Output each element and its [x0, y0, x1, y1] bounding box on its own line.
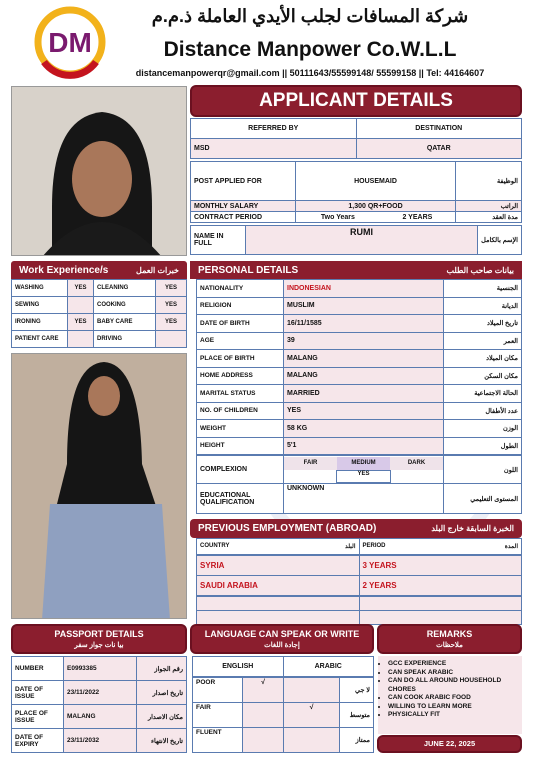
- language-row: [193, 678, 374, 703]
- personal-field-label: DATE OF BIRTH: [197, 315, 284, 333]
- previous-period: 2 YEARS: [359, 576, 522, 596]
- personal-row: [197, 332, 522, 350]
- personal-field-label: MARITAL STATUS: [197, 385, 284, 403]
- personal-row: [197, 297, 522, 315]
- language-title: LANGUAGE CAN SPEAK OR WRITE: [204, 629, 360, 639]
- complexion-fair: FAIR: [284, 457, 337, 470]
- personal-details-title: PERSONAL DETAILS: [198, 264, 299, 276]
- language-english-mark: [243, 703, 284, 728]
- work-skill-value: YES: [156, 297, 187, 314]
- passport-field-label-ar: تاريخ الانتهاء: [137, 729, 187, 753]
- referred-by-label: REFERRED BY: [191, 119, 357, 139]
- personal-field-value: INDONESIAN: [284, 280, 444, 298]
- period-label: PERIOD: [362, 543, 386, 549]
- language-row: [193, 703, 374, 728]
- complexion-medium: MEDIUM: [337, 457, 390, 470]
- contract-value-years: 2 YEARS: [380, 212, 456, 223]
- personal-field-label: NO. OF CHILDREN: [197, 402, 284, 420]
- education-label: EDUCATIONAL QUALIFICATION: [197, 484, 284, 514]
- personal-field-value: 16/11/1585: [284, 315, 444, 333]
- personal-details-title-ar: بيانات صاحب الطلب: [446, 265, 514, 275]
- company-name-arabic: شركة المسافات لجلب الأيدي العاملة ذ.م.م: [151, 6, 469, 26]
- work-experience-table: [11, 279, 187, 348]
- company-contact: distancemanpowerqr@gmail.com || 50111643/55599148/ 55599158 || Tel: 44164607: [135, 68, 485, 78]
- personal-row: [197, 420, 522, 438]
- complexion-label-ar: اللون: [444, 456, 522, 484]
- passport-title: PASSPORT DETAILS: [54, 629, 144, 639]
- remarks-item: • WILLING TO LEARN MORE: [388, 703, 522, 712]
- language-level-label: POOR: [193, 678, 243, 703]
- language-header: [190, 624, 374, 654]
- previous-employment-table: [196, 538, 522, 625]
- personal-row: [197, 350, 522, 368]
- work-skill-label: IRONING: [12, 314, 68, 331]
- svg-text:DM: DM: [48, 27, 92, 58]
- language-level-label: FAIR: [193, 703, 243, 728]
- passport-title-ar: بيا نات جواز سفر: [74, 642, 124, 649]
- salary-value: 1,300 QR+FOOD: [296, 201, 456, 212]
- company-name: Distance Manpower Co.W.L.L: [163, 38, 457, 61]
- name-value: RUMI: [246, 226, 478, 255]
- previous-employment-row: [197, 556, 522, 576]
- post-label: POST APPLIED FOR: [191, 162, 296, 201]
- personal-field-value: MALANG: [284, 367, 444, 385]
- language-arabic-mark: [284, 728, 340, 753]
- education-label-ar: المستوى التعليمي: [444, 484, 522, 514]
- work-skill-value: YES: [68, 280, 94, 297]
- company-logo: [30, 4, 110, 82]
- personal-field-value: 58 KG: [284, 420, 444, 438]
- education-value: UNKNOWN: [284, 484, 444, 514]
- referred-by-value: MSD: [191, 139, 357, 159]
- contract-label-ar: مدة العقد: [456, 212, 522, 223]
- personal-field-label: HOME ADDRESS: [197, 367, 284, 385]
- personal-row: [197, 280, 522, 298]
- language-english-mark: [243, 728, 284, 753]
- passport-field-label: NUMBER: [12, 657, 64, 681]
- previous-period: 3 YEARS: [359, 556, 522, 576]
- passport-field-label-ar: رقم الجواز: [137, 657, 187, 681]
- complexion-selected: YES: [336, 470, 390, 483]
- remarks-item: • CAN SPEAK ARABIC: [388, 669, 522, 678]
- language-level-label-ar: ممتاز: [340, 728, 374, 753]
- country-label: COUNTRY: [200, 543, 230, 549]
- remarks-date: JUNE 22, 2025: [377, 735, 522, 753]
- personal-field-label-ar: العمر: [444, 332, 522, 350]
- passport-field-label: DATE OF EXPIRY: [12, 729, 64, 753]
- work-skill-value: [68, 331, 94, 348]
- personal-field-value: 39: [284, 332, 444, 350]
- previous-employment-row: [197, 576, 522, 596]
- language-title-ar: إجادة اللغات: [264, 642, 300, 649]
- personal-field-value: 5'1: [284, 437, 444, 455]
- passport-field-value: 23/11/2022: [64, 681, 137, 705]
- language-row: [193, 728, 374, 753]
- work-skill-value: [68, 297, 94, 314]
- contract-label: CONTRACT PERIOD: [191, 212, 296, 223]
- work-skill-label: CLEANING: [94, 280, 156, 297]
- personal-row: [197, 315, 522, 333]
- work-skill-label: COOKING: [94, 297, 156, 314]
- passport-row: [12, 681, 187, 705]
- work-skill-label: BABY CARE: [94, 314, 156, 331]
- personal-field-value: MUSLIM: [284, 297, 444, 315]
- personal-field-label: PLACE OF BIRTH: [197, 350, 284, 368]
- personal-field-label: AGE: [197, 332, 284, 350]
- language-level-label-ar: متوسط: [340, 703, 374, 728]
- language-level-label-ar: لا جي: [340, 678, 374, 703]
- post-label-ar: الوظيفة: [456, 162, 522, 201]
- passport-table: [11, 656, 187, 753]
- personal-details-table: [196, 279, 522, 514]
- page-title: APPLICANT DETAILS: [190, 85, 522, 117]
- personal-field-label-ar: عدد الأطفال: [444, 402, 522, 420]
- work-skill-label: DRIVING: [94, 331, 156, 348]
- personal-field-label: RELIGION: [197, 297, 284, 315]
- passport-header: [11, 624, 187, 654]
- salary-label-ar: الراتب: [456, 201, 522, 212]
- name-table: [190, 225, 522, 255]
- personal-field-label-ar: الجنسية: [444, 280, 522, 298]
- post-value: HOUSEMAID: [296, 162, 456, 201]
- work-skill-value: YES: [156, 314, 187, 331]
- remarks-item: • CAN COOK ARABIC FOOD: [388, 694, 522, 703]
- personal-field-label-ar: الوزن: [444, 420, 522, 438]
- personal-field-label: WEIGHT: [197, 420, 284, 438]
- personal-field-label-ar: الطول: [444, 437, 522, 455]
- work-experience-title: Work Experience/s: [19, 264, 109, 276]
- contract-value: Two Years: [296, 212, 380, 223]
- complexion-dark: DARK: [390, 457, 443, 470]
- country-header: [197, 539, 360, 555]
- remarks-list: [378, 660, 522, 720]
- work-skill-value: [156, 331, 187, 348]
- remarks-item: • GCC EXPERIENCE: [388, 660, 522, 669]
- work-skill-value: YES: [68, 314, 94, 331]
- language-english-mark: √: [243, 678, 284, 703]
- passport-field-label-ar: تاريخ اصدار: [137, 681, 187, 705]
- name-label: NAME IN FULL: [191, 226, 246, 255]
- passport-field-label: PLACE OF ISSUE: [12, 705, 64, 729]
- personal-field-label-ar: مكان السكن: [444, 367, 522, 385]
- personal-field-label-ar: مكان الميلاد: [444, 350, 522, 368]
- language-table: [192, 656, 374, 753]
- previous-employment-title-ar: الخبرة السابقة خارج البلد: [431, 524, 514, 533]
- remarks-item: • CAN DO ALL AROUND HOUSEHOLD CHORES: [388, 677, 522, 694]
- period-label-ar: المدة: [504, 544, 518, 550]
- remarks-title-ar: ملاحظات: [436, 642, 463, 649]
- personal-details-header: [190, 261, 522, 279]
- english-label: ENGLISH: [193, 657, 284, 677]
- salary-label: MONTHLY SALARY: [191, 201, 296, 212]
- referral-table: [190, 118, 522, 158]
- name-label-ar: الإسم بالكامل: [478, 226, 522, 255]
- passport-field-value: E0993385: [64, 657, 137, 681]
- passport-row: [12, 657, 187, 681]
- previous-country: SAUDI ARABIA: [197, 576, 360, 596]
- arabic-label: ARABIC: [283, 657, 374, 677]
- language-arabic-mark: [284, 678, 340, 703]
- destination-label: DESTINATION: [356, 119, 522, 139]
- passport-field-label: DATE OF ISSUE: [12, 681, 64, 705]
- work-experience-title-ar: خبرات العمل: [136, 265, 179, 275]
- passport-field-value: 23/11/2032: [64, 729, 137, 753]
- personal-row: [197, 437, 522, 455]
- passport-row: [12, 729, 187, 753]
- personal-field-label-ar: الديانة: [444, 297, 522, 315]
- work-skill-label: PATIENT CARE: [12, 331, 68, 348]
- passport-field-label-ar: مكان الاصدار: [137, 705, 187, 729]
- passport-row: [12, 705, 187, 729]
- complexion-options: [284, 456, 444, 484]
- previous-employment-title: PREVIOUS EMPLOYMENT (ABROAD): [198, 523, 377, 534]
- destination-value: QATAR: [356, 139, 522, 159]
- applicant-photo-full: [11, 353, 187, 619]
- passport-field-value: MALANG: [64, 705, 137, 729]
- personal-row: [197, 385, 522, 403]
- country-label-ar: البلد: [345, 544, 356, 550]
- complexion-label: COMPLEXION: [197, 456, 284, 484]
- personal-field-label: HEIGHT: [197, 437, 284, 455]
- personal-row: [197, 402, 522, 420]
- work-skill-label: SEWING: [12, 297, 68, 314]
- period-header: [359, 539, 522, 555]
- previous-country: SYRIA: [197, 556, 360, 576]
- previous-employment-header: [190, 519, 522, 538]
- personal-field-value: MARRIED: [284, 385, 444, 403]
- work-experience-header: [11, 261, 187, 279]
- personal-field-label: NATIONALITY: [197, 280, 284, 298]
- personal-field-value: MALANG: [284, 350, 444, 368]
- applicant-photo-portrait: [11, 86, 187, 256]
- personal-field-label-ar: الحالة الاجتماعية: [444, 385, 522, 403]
- work-skill-label: WASHING: [12, 280, 68, 297]
- work-skill-value: YES: [156, 280, 187, 297]
- language-arabic-mark: √: [284, 703, 340, 728]
- post-table: [190, 161, 522, 223]
- language-level-label: FLUENT: [193, 728, 243, 753]
- personal-row: [197, 367, 522, 385]
- remarks-list-box: [378, 656, 522, 734]
- remarks-item: • PHYSICALLY FIT: [388, 711, 522, 720]
- remarks-header: [377, 624, 522, 654]
- personal-field-label-ar: تاريخ الميلاد: [444, 315, 522, 333]
- personal-field-value: YES: [284, 402, 444, 420]
- remarks-title: REMARKS: [426, 629, 473, 639]
